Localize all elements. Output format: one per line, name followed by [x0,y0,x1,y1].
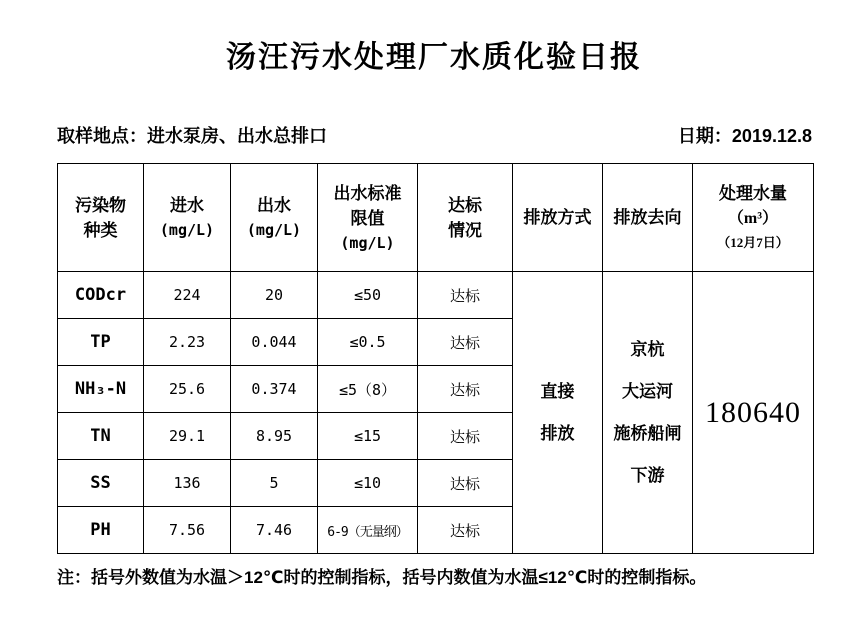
treated-volume-header: 处理水量 （m³） （12月7日） [693,164,814,272]
inflow-cell: 2.23 [144,319,231,366]
page-title: 汤汪污水处理厂水质化验日报 [226,41,642,74]
inflow-cell: 136 [144,460,231,507]
limit-cell: ≤0.5 [318,319,418,366]
limit-header: 出水标准 限值 (mg/L) [318,164,418,272]
discharge-destination-header: 排放去向 [603,164,693,272]
outflow-cell: 20 [231,272,318,319]
status-cell: 达标 [418,460,513,507]
limit-cell: 6-9（无量纲） [318,507,418,554]
pollutant-cell: TP [58,319,144,366]
outflow-cell: 8.95 [231,413,318,460]
pollutant-cell: PH [58,507,144,554]
treated-volume-cell: 180640 [693,272,814,554]
discharge-method-header: 排放方式 [513,164,603,272]
limit-cell: ≤50 [318,272,418,319]
subheader [57,122,812,148]
outflow-header: 出水 (mg/L) [231,164,318,272]
status-cell: 达标 [418,272,513,319]
outflow-cell: 0.374 [231,366,318,413]
status-cell: 达标 [418,413,513,460]
sampling-location: 取样地点：进水泵房、出水总排口 [57,126,327,146]
status-cell: 达标 [418,319,513,366]
pollutant-type-header: 污染物 种类 [58,164,144,272]
status-cell: 达标 [418,507,513,554]
pollutant-cell: TN [58,413,144,460]
limit-cell: ≤5（8） [318,366,418,413]
water-quality-table [57,163,814,554]
inflow-cell: 25.6 [144,366,231,413]
outflow-cell: 7.46 [231,507,318,554]
limit-cell: ≤15 [318,413,418,460]
status-cell: 达标 [418,366,513,413]
header-row [58,164,814,272]
inflow-cell: 7.56 [144,507,231,554]
limit-cell: ≤10 [318,460,418,507]
pollutant-cell: CODcr [58,272,144,319]
inflow-cell: 29.1 [144,413,231,460]
footnote: 注：括号外数值为水温＞12℃时的控制指标，括号内数值为水温≤12℃时的控制指标。 [57,568,707,587]
pollutant-cell: SS [58,460,144,507]
discharge-destination-cell: 京杭 大运河 施桥船闸 下游 [603,272,693,554]
outflow-cell: 0.044 [231,319,318,366]
table-row [58,272,814,319]
report-date: 日期：2019.12.8 [677,126,812,146]
inflow-header: 进水 (mg/L) [144,164,231,272]
status-header: 达标 情况 [418,164,513,272]
pollutant-cell: NH₃-N [58,366,144,413]
inflow-cell: 224 [144,272,231,319]
outflow-cell: 5 [231,460,318,507]
discharge-method-cell: 直接 排放 [513,272,603,554]
